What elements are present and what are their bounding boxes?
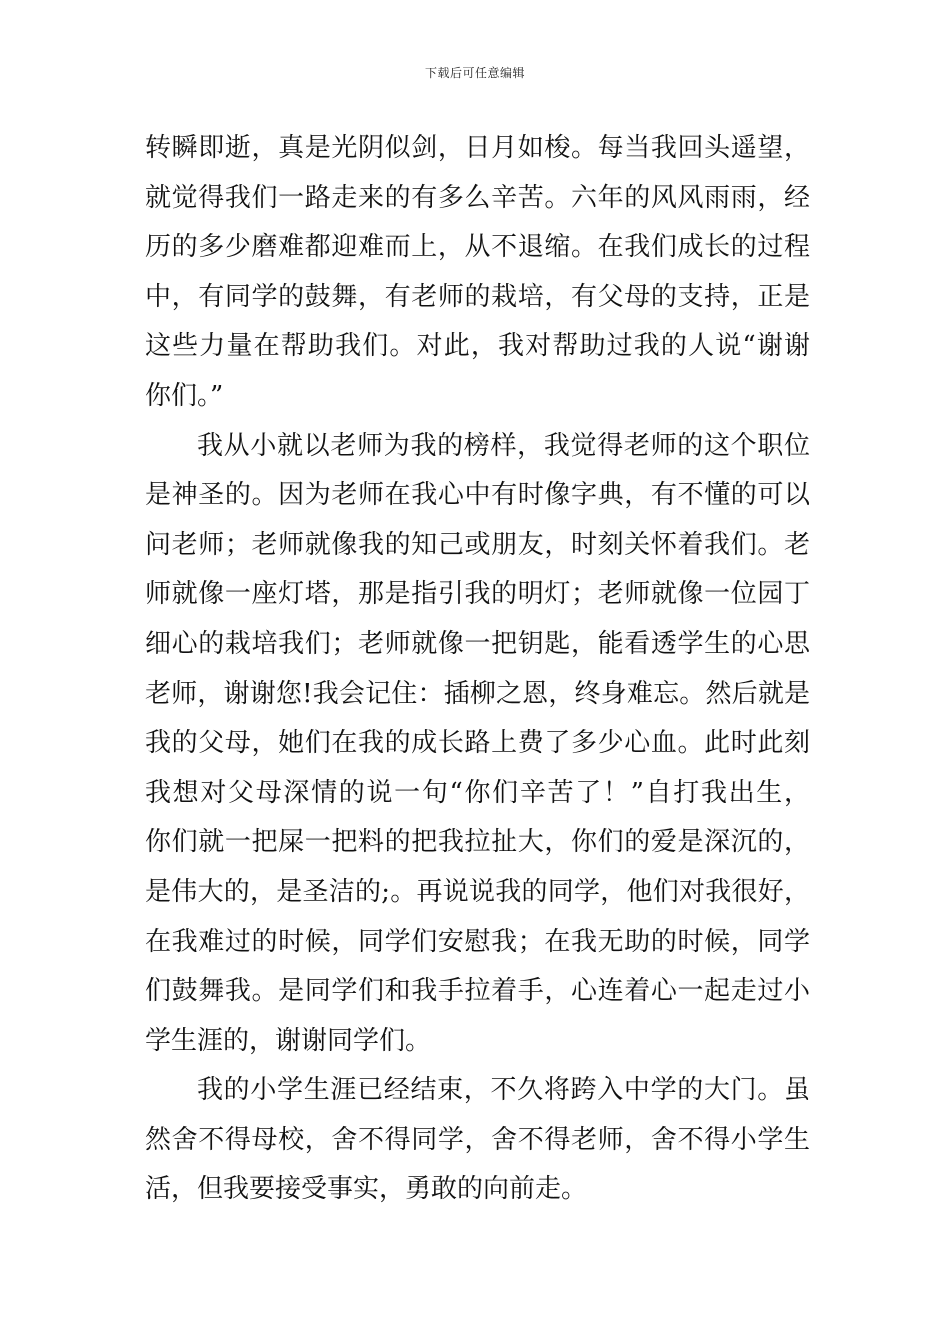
text-line: 是伟大的，是圣洁的;。再说说我的同学，他们对我很好，: [145, 876, 810, 907]
text-line: 我想对父母深情的说一句“你们辛苦了！”自打我出生，: [145, 777, 810, 808]
text-line: 细心的栽培我们；老师就像一把钥匙，能看透学生的心思: [145, 628, 810, 659]
text-line: 你们就一把屎一把料的把我拉扯大，你们的爱是深沉的，: [145, 827, 810, 858]
text-line: 转瞬即逝，真是光阴似剑，日月如梭。每当我回头遥望，: [145, 133, 810, 163]
text-line: 是神圣的。因为老师在我心中有时像字典，有不懂的可以: [145, 480, 810, 511]
text-line: 你们。”: [145, 380, 224, 411]
text-line: 师就像一座灯塔，那是指引我的明灯；老师就像一位园丁: [145, 579, 810, 610]
text-line: 然舍不得母校，舍不得同学，舍不得老师，舍不得小学生: [145, 1124, 810, 1155]
text-line: 我从小就以老师为我的榜样，我觉得老师的这个职位: [197, 430, 810, 461]
text-line: 我的父母，她们在我的成长路上费了多少心血。此时此刻: [145, 728, 810, 759]
text-line: 活，但我要接受事实，勇敢的向前走。: [145, 1174, 588, 1205]
text-line: 我的小学生涯已经结束，不久将跨入中学的大门。虽: [197, 1075, 810, 1106]
text-line: 就觉得我们一路走来的有多么辛苦。六年的风风雨雨，经: [145, 182, 810, 213]
text-line: 在我难过的时候，同学们安慰我；在我无助的时候，同学: [145, 926, 810, 957]
text-line: 中，有同学的鼓舞，有老师的栽培，有父母的支持，正是: [145, 281, 810, 312]
body-text: [145, 124, 810, 1215]
text-line: 老师，谢谢您!我会记住：插柳之恩，终身难忘。然后就是: [145, 678, 810, 709]
text-line: 们鼓舞我。是同学们和我手拉着手，心连着心一起走过小: [145, 976, 810, 1007]
text-line: 这些力量在帮助我们。对此，我对帮助过我的人说“谢谢: [145, 331, 810, 362]
text-line: 问老师；老师就像我的知己或朋友，时刻关怀着我们。老: [145, 529, 810, 560]
text-line: 学生涯的，谢谢同学们。: [145, 1025, 432, 1056]
page-header: 下载后可任意编辑: [424, 66, 525, 80]
text-line: 历的多少磨难都迎难而上，从不退缩。在我们成长的过程: [145, 232, 810, 263]
